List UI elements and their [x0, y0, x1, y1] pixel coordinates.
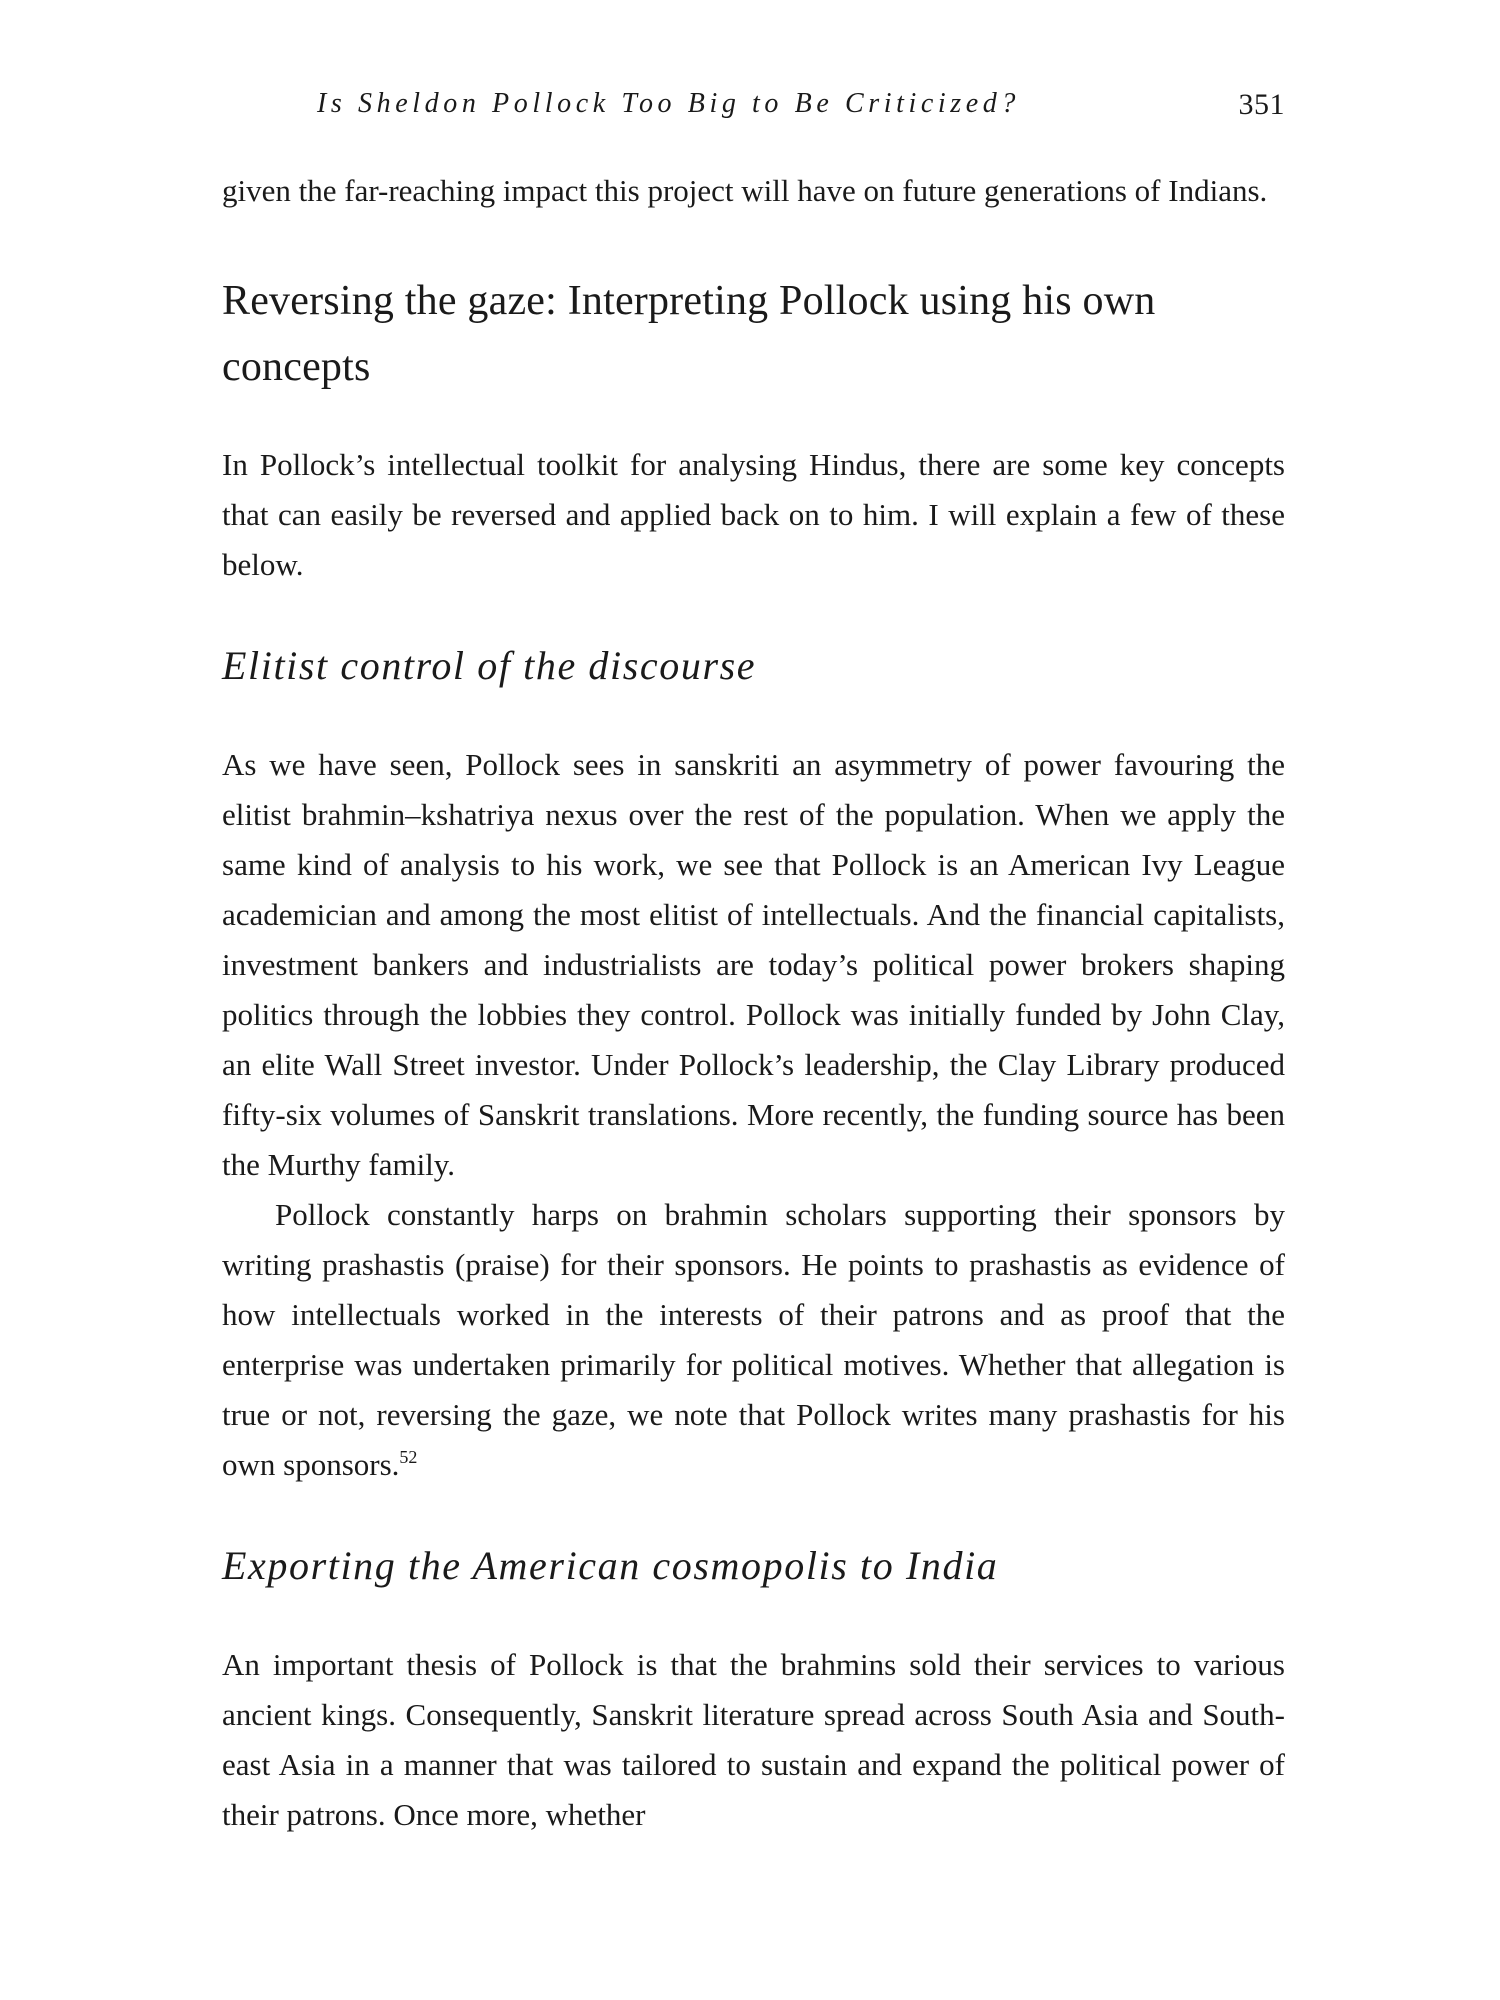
paragraph-prashastis-text: Pollock constantly harps on brahmin scholars supporting their sponsors by writing prashastis (praise) for their sponsors. He points to prashastis as evidence of how intellectuals worked in the interests of their patrons and as proof that the enterprise was undertaken primarily for political motives. Whether that allegation is true or not, reversing the gaze, we note that Pollock writes many prashastis for his own sponsors. — [222, 1197, 1285, 1482]
paragraph-elitist-analysis: As we have seen, Pollock sees in sanskriti an asymmetry of power favouring the elitist brahmin–kshatriya nexus over the rest of the population. When we apply the same kind of analysis to his work, we see that Pollock is an American Ivy League academician and among the most elitist of intellectuals. And the financial capitalists, investment bankers and industrialists are today’s political power brokers shaping politics through the lobbies they control. Pollock was initially funded by John Clay, an elite Wall Street investor. Under Pollock’s leadership, the Clay Library produced fifty-six volumes of Sanskrit translations. More recently, the funding source has been the Murthy family. — [222, 747, 1285, 1182]
running-head — [222, 88, 1285, 136]
subheading-elitist-control: Elitist control of the discourse — [222, 643, 757, 688]
running-title: Is Sheldon Pollock Too Big to Be Criticized? — [317, 88, 1020, 119]
paragraph-prashastis — [222, 1190, 1285, 1490]
page-number: 351 — [1238, 88, 1285, 121]
paragraph-intro: In Pollock’s intellectual toolkit for analysing Hindus, there are some key concepts that can easily be reversed and applied back on to him. I will explain a few of these below. — [222, 447, 1285, 582]
paragraph-cosmopolis: An important thesis of Pollock is that the brahmins sold their services to various ancient kings. Consequently, Sanskrit literature spread across South Asia and South-east Asia in a manner that was tailored to sustain and expand the political power of their patrons. Once more, whether — [222, 1647, 1285, 1832]
section-heading: Reversing the gaze: Interpreting Pollock using his own concepts — [222, 278, 1156, 390]
book-page — [222, 88, 1285, 1840]
subheading-cosmopolis: Exporting the American cosmopolis to India — [222, 1543, 999, 1588]
footnote-marker: 52 — [399, 1447, 418, 1467]
paragraph-continuation: given the far-reaching impact this project will have on future generations of Indians. — [222, 173, 1268, 208]
